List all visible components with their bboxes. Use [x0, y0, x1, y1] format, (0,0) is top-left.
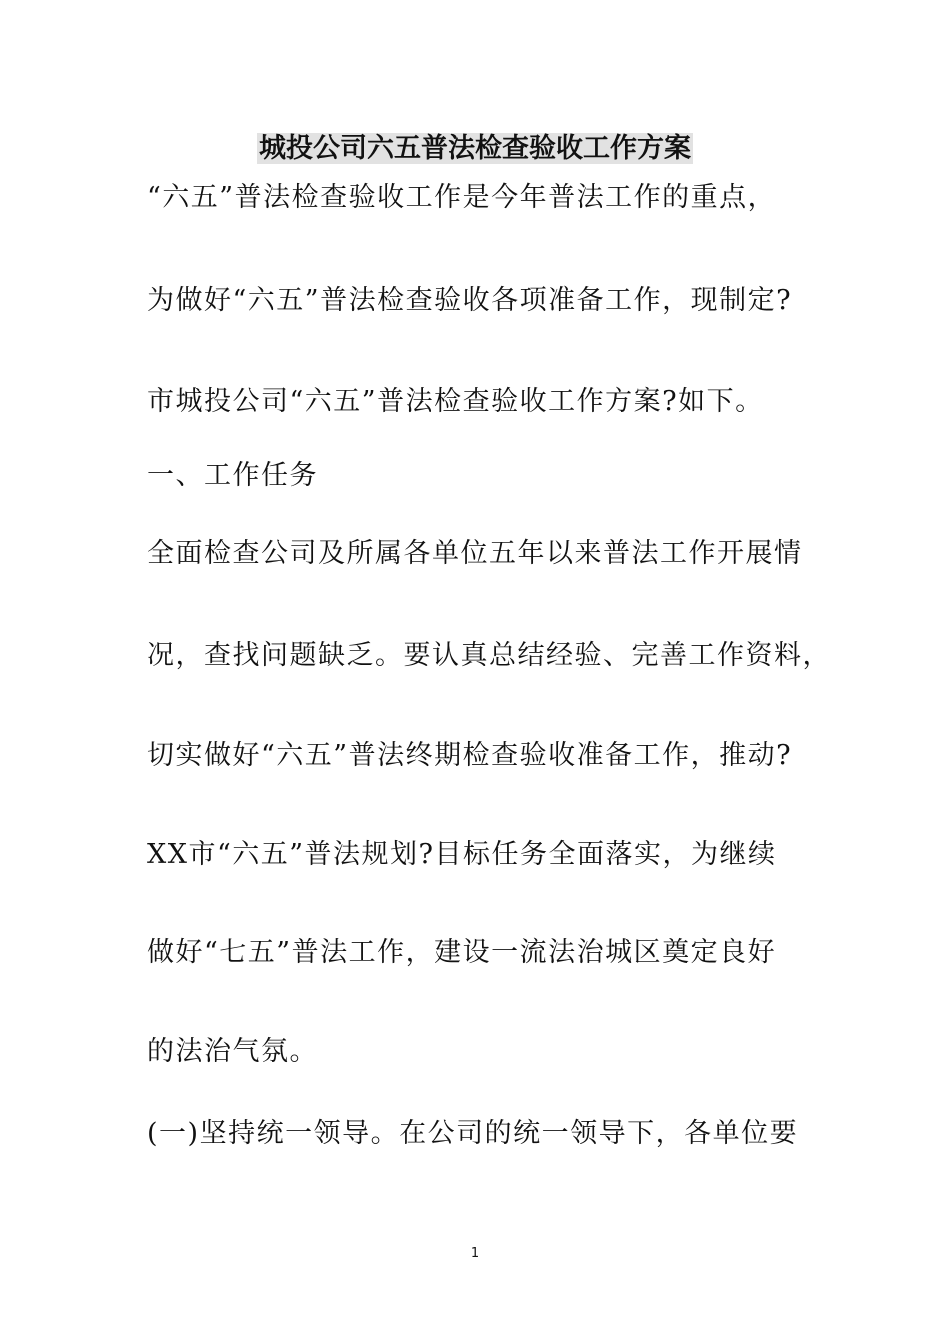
paragraph-line-2: 为做好“六五”普法检查验收各项准备工作，现制定? [147, 285, 793, 316]
document-title [0, 130, 950, 168]
paragraph-line-9: 做好“七五”普法工作，建设一流法治城区奠定良好 [147, 937, 777, 968]
paragraph-line-5: 全面检查公司及所属各单位五年以来普法工作开展情 [147, 538, 803, 569]
paragraph-line-7: 切实做好“六五”普法终期检查验收准备工作，推动? [147, 740, 793, 771]
paragraph-line-3: 市城投公司“六五”普法检查验收工作方案?如下。 [147, 386, 764, 417]
page-number: 1 [470, 1246, 480, 1261]
paragraph-line-8: XX市“六五”普法规划?目标任务全面落实，为继续 [147, 839, 777, 870]
section-heading-work-tasks: 一、工作任务 [147, 460, 318, 491]
paragraph-line-10: 的法治气氛。 [147, 1036, 318, 1067]
paragraph-line-11: (一)坚持统一领导。在公司的统一领导下，各单位要 [147, 1118, 799, 1149]
paragraph-line-6: 况，查找问题缺乏。要认真总结经验、完善工作资料， [147, 640, 831, 671]
document-title-text: 城投公司六五普法检查验收工作方案 [259, 133, 691, 164]
paragraph-line-1: “六五”普法检查验收工作是今年普法工作的重点， [147, 182, 777, 213]
